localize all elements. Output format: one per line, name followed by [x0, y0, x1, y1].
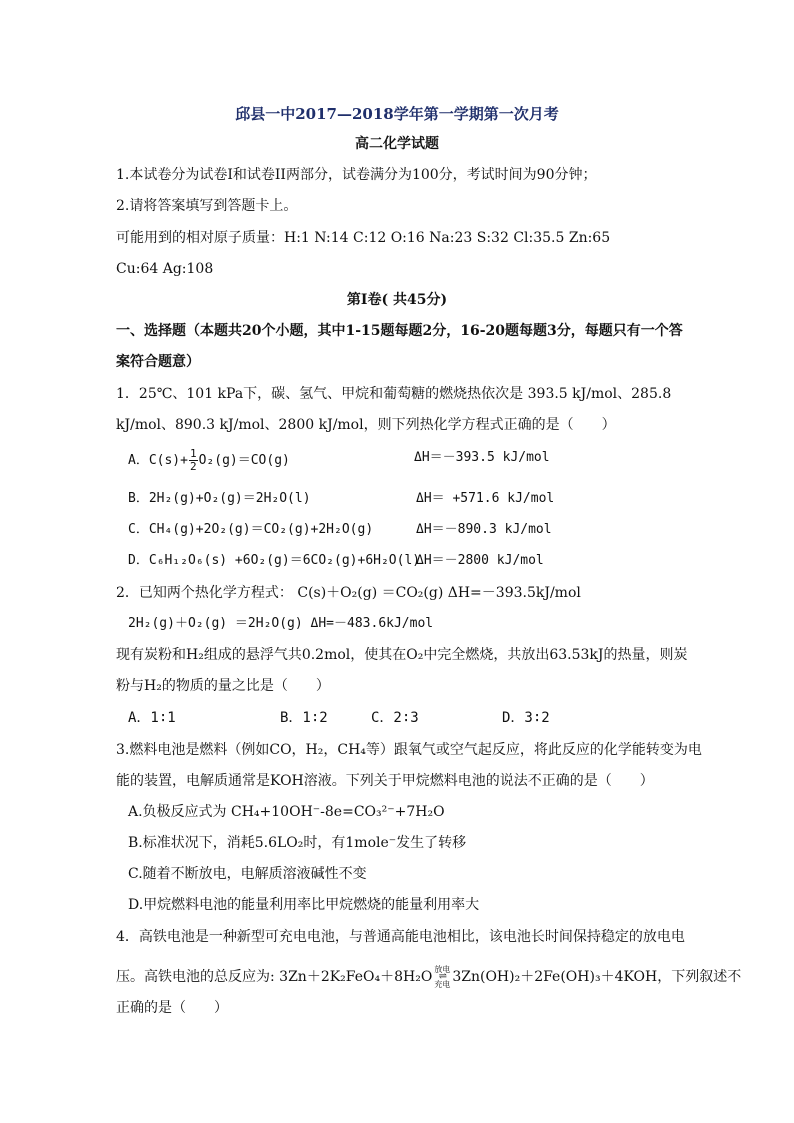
q2-option-b: B．1∶2	[280, 710, 328, 726]
q4-products: 3Zn(OH)₂＋2Fe(OH)₃＋4KOH，下列叙述不	[452, 969, 742, 985]
fraction-denominator: 2	[189, 460, 197, 473]
q3-option-b: B.标准状况下，消耗5.6LO₂时，有1mole⁻发生了转移	[128, 835, 467, 851]
one-half-fraction	[189, 448, 198, 473]
q2-option-a: A．1∶1	[128, 710, 176, 726]
q1-stem-line-2: kJ/mol、890.3 kJ/mol、2800 kJ/mol，则下列热化学方程式正确的是（ ）	[116, 417, 616, 433]
q2-stem-line-1: 2．已知两个热化学方程式： C(s)＋O₂(g) ＝CO₂(g) ΔH=－393.5kJ/mol	[116, 585, 581, 601]
q1-option-c: C．CH₄(g)+2O₂(g)＝CO₂(g)+2H₂O(g)	[128, 522, 374, 537]
q3-stem-line-1: 3.燃料电池是燃料（例如CO，H₂，CH₄等）跟氧气或空气起反应，将此反应的化学能转变为电	[116, 742, 702, 758]
atomic-mass-line-2: Cu:64 Ag:108	[116, 261, 214, 277]
q4-stem-line-2	[116, 965, 741, 989]
q1-option-a	[128, 448, 290, 473]
atomic-mass-line-1: 可能用到的相对原子质量：H:1 N:14 C:12 O:16 Na:23 S:32 Cl:35.5 Zn:65	[116, 230, 611, 246]
fraction-numerator: 1	[189, 447, 197, 460]
q2-stem-line-3: 现有炭粉和H₂组成的悬浮气共0.2mol，使其在O₂中完全燃烧，共放出63.53kJ的热量，则炭	[116, 647, 688, 663]
q1-option-c-enthalpy: ΔH＝－890.3 kJ/mol	[416, 522, 552, 537]
q1-stem-line-1: 1．25℃、101 kPa下，碳、氢气、甲烷和葡萄糖的燃烧热依次是 393.5 kJ/mol、285.8	[116, 386, 672, 402]
instruction-line-1: 1.本试卷分为试卷Ⅰ和试卷II两部分，试卷满分为100分，考试时间为90分钟；	[116, 167, 597, 183]
q2-option-d: D．3∶2	[502, 710, 550, 726]
arrow-label-charge: 充电	[434, 980, 451, 989]
q4-reactants: 压。高铁电池的总反应为: 3Zn＋2K₂FeO₄＋8H₂O	[116, 969, 433, 985]
q3-option-d: D.甲烷燃料电池的能量利用率比甲烷燃烧的能量利用率大	[128, 897, 480, 913]
arrow-label-discharge: 放电	[434, 965, 451, 974]
q1-option-d-enthalpy: ΔH＝－2800 kJ/mol	[416, 553, 544, 568]
q2-stem-line-4: 粉与H₂的物质的量之比是（ ）	[116, 678, 330, 694]
exam-subtitle: 高二化学试题	[355, 136, 439, 152]
part-one-heading-b: 案符合题意）	[116, 354, 200, 370]
q1-option-a-enthalpy: ΔH＝－393.5 kJ/mol	[414, 450, 550, 465]
q1-option-d: D．C₆H₁₂O₆(s) +6O₂(g)＝6CO₂(g)+6H₂O(l)	[128, 553, 421, 568]
exam-title: 邱县一中2017—2018学年第一学期第一次月考	[235, 105, 559, 123]
reversible-arrow-icon	[434, 965, 450, 989]
q4-stem-line-3: 正确的是（ ）	[116, 1000, 228, 1016]
instruction-line-2: 2.请将答案填写到答题卡上。	[116, 198, 298, 214]
q1-option-b: B．2H₂(g)+O₂(g)＝2H₂O(l)	[128, 491, 311, 506]
q1-option-a-prefix: A．C(s)+	[128, 453, 188, 468]
q3-stem-line-2: 能的装置，电解质通常是KOH溶液。下列关于甲烷燃料电池的说法不正确的是（ ）	[116, 773, 654, 789]
q4-stem-line-1: 4．高铁电池是一种新型可充电电池，与普通高能电池相比，该电池长时间保持稳定的放电电	[116, 929, 685, 945]
q3-option-a: A.负极反应式为 CH₄+10OH⁻-8e=CO₃²⁻+7H₂O	[128, 804, 445, 820]
q2-stem-line-2: 2H₂(g)＋O₂(g) ＝2H₂O(g) ΔH=－483.6kJ/mol	[128, 616, 434, 631]
q2-option-c: C．2∶3	[371, 710, 419, 726]
q3-option-c: C.随着不断放电，电解质溶液碱性不变	[128, 866, 367, 882]
part-one-heading-a: 一、选择题（本题共20个小题，其中1-15题每题2分，16-20题每题3分，每题只有一个答	[116, 323, 683, 339]
section-heading: 第Ⅰ卷( 共45分)	[346, 292, 448, 308]
q1-option-b-enthalpy: ΔH＝ +571.6 kJ/mol	[416, 491, 555, 506]
q1-option-a-rest: O₂(g)＝CO(g)	[198, 453, 290, 468]
arrow-line: ⇌	[438, 971, 447, 982]
